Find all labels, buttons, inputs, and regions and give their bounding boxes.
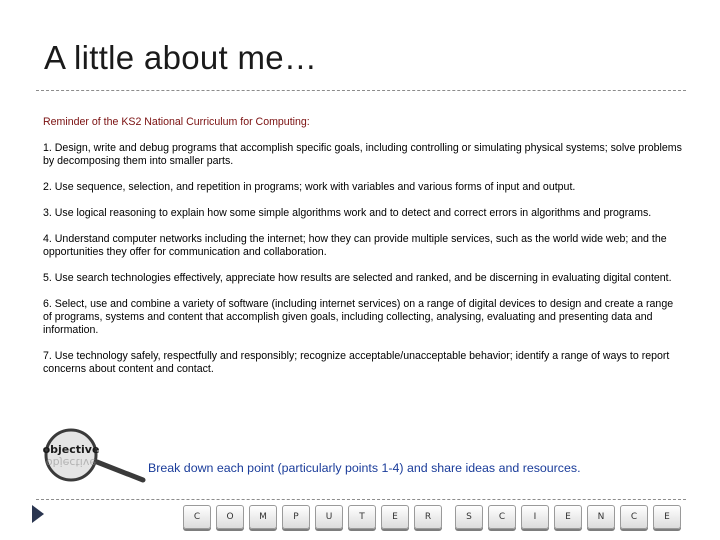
key-m: M [249, 505, 277, 529]
key-s: S [455, 505, 483, 529]
key-e: E [381, 505, 409, 529]
key-n: N [587, 505, 615, 529]
computer-science-keys [183, 505, 681, 531]
key-u: U [315, 505, 343, 529]
key-c2: C [488, 505, 516, 529]
curriculum-point-7: 7. Use technology safely, respectfully and responsibly; recognize acceptable/unacceptable behavior; identify a range of ways to report concerns about content and contact. [43, 350, 670, 375]
objective-label-reflection: objective [45, 456, 97, 469]
curriculum-content [43, 116, 683, 389]
bottom-divider [36, 499, 686, 500]
key-c: C [183, 505, 211, 529]
curriculum-point-2: 2. Use sequence, selection, and repetition in programs; work with variables and various forms of input and output. [43, 181, 576, 193]
key-t: T [348, 505, 376, 529]
top-divider [36, 90, 686, 91]
key-p: P [282, 505, 310, 529]
curriculum-point-6: 6. Select, use and combine a variety of software (including internet services) on a range of digital devices to design and create a range of programs, systems and content that accomplish given goals, including collecting, analysing, evaluating and presenting data and information. [43, 298, 674, 336]
curriculum-point-3: 3. Use logical reasoning to explain how some simple algorithms work and to detect and correct errors in algorithms and programs. [43, 207, 652, 219]
key-c3: C [620, 505, 648, 529]
slide-title: A little about me… [44, 39, 318, 76]
key-e3: E [653, 505, 681, 529]
key-i: I [521, 505, 549, 529]
objective-label: objective [43, 443, 100, 456]
key-o: O [216, 505, 244, 529]
curriculum-point-1: 1. Design, write and debug programs that accomplish specific goals, including controlling or simulating physical systems; solve problems by decomposing them into smaller parts. [43, 142, 682, 167]
key-r: R [414, 505, 442, 529]
curriculum-point-5: 5. Use search technologies effectively, appreciate how results are selected and ranked, and be discerning in evaluating digital content. [43, 272, 672, 284]
break-down-note: Break down each point (particularly points 1-4) and share ideas and resources. [148, 461, 581, 475]
curriculum-point-4: 4. Understand computer networks including the internet; how they can provide multiple services, such as the world wide web; and the opportunities they offer for communication and collaboration. [43, 233, 667, 258]
key-e2: E [554, 505, 582, 529]
play-arrow-icon[interactable] [32, 505, 44, 523]
objective-magnifier-icon [43, 428, 161, 484]
reminder-heading: Reminder of the KS2 National Curriculum for Computing: [43, 116, 310, 128]
